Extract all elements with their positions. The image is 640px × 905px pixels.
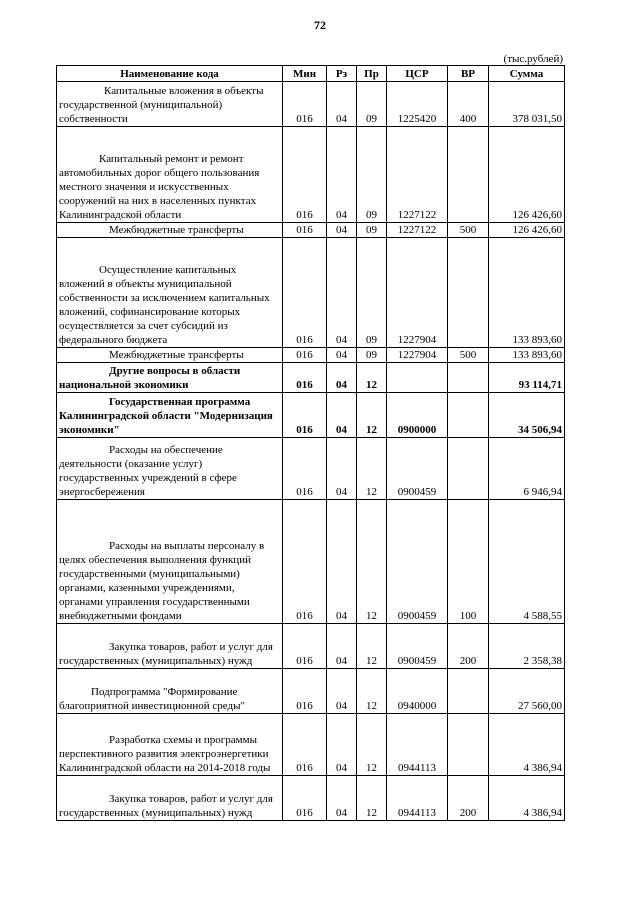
row-rz: 04 xyxy=(327,238,357,348)
row-pr: 09 xyxy=(357,82,387,127)
row-sum: 126 426,60 xyxy=(489,127,565,223)
row-pr: 09 xyxy=(357,348,387,363)
row-sum: 2 358,38 xyxy=(489,624,565,669)
units-label: (тыс.рублей) xyxy=(503,53,563,65)
row-min: 016 xyxy=(283,238,327,348)
row-sum: 133 893,60 xyxy=(489,238,565,348)
row-min: 016 xyxy=(283,363,327,393)
row-min: 016 xyxy=(283,348,327,363)
row-pr: 12 xyxy=(357,714,387,776)
row-name: Осуществление капитальных вложений в объекты муниципальной собственности за исключением капитальных вложений, софинансирование которых осуществляется за счет субсидий из федерального бюджета xyxy=(57,238,283,348)
row-sum: 4 588,55 xyxy=(489,500,565,624)
row-name: Капитальный ремонт и ремонт автомобильных дорог общего пользования местного значения и искусственных сооружений на них в населенных пунктах Калининградской области xyxy=(57,127,283,223)
row-csr: 0944113 xyxy=(387,776,448,821)
table-row xyxy=(57,238,565,348)
row-name: Закупка товаров, работ и услуг для государственных (муниципальных) нужд xyxy=(57,776,283,821)
table-row xyxy=(57,393,565,438)
row-min: 016 xyxy=(283,438,327,500)
row-vr xyxy=(448,127,489,223)
row-vr xyxy=(448,714,489,776)
row-csr: 0900459 xyxy=(387,438,448,500)
row-sum: 93 114,71 xyxy=(489,363,565,393)
row-rz: 04 xyxy=(327,438,357,500)
row-sum: 133 893,60 xyxy=(489,348,565,363)
row-rz: 04 xyxy=(327,393,357,438)
row-min: 016 xyxy=(283,82,327,127)
table-row xyxy=(57,714,565,776)
row-min: 016 xyxy=(283,776,327,821)
row-rz: 04 xyxy=(327,714,357,776)
row-pr: 09 xyxy=(357,238,387,348)
row-min: 016 xyxy=(283,714,327,776)
row-name: Подпрограмма "Формирование благоприятной инвестиционной среды" xyxy=(57,669,283,714)
row-vr: 200 xyxy=(448,776,489,821)
row-pr: 12 xyxy=(357,669,387,714)
table-row xyxy=(57,363,565,393)
budget-table xyxy=(56,65,565,821)
header-name: Наименование кода xyxy=(57,66,283,82)
row-rz: 04 xyxy=(327,82,357,127)
row-min: 016 xyxy=(283,223,327,238)
table-row xyxy=(57,669,565,714)
row-csr: 1227904 xyxy=(387,238,448,348)
table-header-row xyxy=(57,66,565,82)
row-name: Расходы на выплаты персоналу в целях обеспечения выполнения функций государственными (муниципальными) органами, казенными учреждениями, органами управления государственными внебюджетными фондами xyxy=(57,500,283,624)
table-row xyxy=(57,223,565,238)
row-sum: 378 031,50 xyxy=(489,82,565,127)
row-pr: 09 xyxy=(357,223,387,238)
row-vr: 400 xyxy=(448,82,489,127)
row-name: Расходы на обеспечение деятельности (оказание услуг) государственных учреждений в сфере энергосбережения xyxy=(57,438,283,500)
row-vr xyxy=(448,438,489,500)
row-sum: 34 506,94 xyxy=(489,393,565,438)
row-pr: 12 xyxy=(357,438,387,500)
row-pr: 12 xyxy=(357,624,387,669)
row-sum: 6 946,94 xyxy=(489,438,565,500)
row-pr: 12 xyxy=(357,500,387,624)
row-rz: 04 xyxy=(327,127,357,223)
row-sum: 27 560,00 xyxy=(489,669,565,714)
row-min: 016 xyxy=(283,393,327,438)
table-row xyxy=(57,776,565,821)
row-rz: 04 xyxy=(327,500,357,624)
row-sum: 4 386,94 xyxy=(489,776,565,821)
row-min: 016 xyxy=(283,127,327,223)
row-rz: 04 xyxy=(327,669,357,714)
row-sum: 126 426,60 xyxy=(489,223,565,238)
table-row xyxy=(57,82,565,127)
header-sum: Сумма xyxy=(489,66,565,82)
row-csr: 0900459 xyxy=(387,624,448,669)
row-pr: 12 xyxy=(357,393,387,438)
row-rz: 04 xyxy=(327,223,357,238)
header-csr: ЦСР xyxy=(387,66,448,82)
row-vr xyxy=(448,363,489,393)
row-csr: 1227122 xyxy=(387,127,448,223)
row-name: Государственная программа Калининградской области "Модернизация экономики" xyxy=(57,393,283,438)
table-row xyxy=(57,348,565,363)
row-vr: 100 xyxy=(448,500,489,624)
row-csr: 1227904 xyxy=(387,348,448,363)
row-min: 016 xyxy=(283,500,327,624)
header-min: Мин xyxy=(283,66,327,82)
row-vr: 200 xyxy=(448,624,489,669)
row-vr xyxy=(448,393,489,438)
row-rz: 04 xyxy=(327,624,357,669)
table-row xyxy=(57,624,565,669)
page-number: 72 xyxy=(314,18,326,32)
row-name: Межбюджетные трансферты xyxy=(57,348,283,363)
row-csr: 1227122 xyxy=(387,223,448,238)
row-csr: 0900459 xyxy=(387,500,448,624)
table-row xyxy=(57,127,565,223)
row-name: Капитальные вложения в объекты государственной (муниципальной) собственности xyxy=(57,82,283,127)
table-row xyxy=(57,500,565,624)
row-csr: 0944113 xyxy=(387,714,448,776)
header-pr: Пр xyxy=(357,66,387,82)
row-csr: 0940000 xyxy=(387,669,448,714)
row-name: Другие вопросы в области национальной экономики xyxy=(57,363,283,393)
row-sum: 4 386,94 xyxy=(489,714,565,776)
row-pr: 12 xyxy=(357,776,387,821)
row-csr: 1225420 xyxy=(387,82,448,127)
header-rz: Рз xyxy=(327,66,357,82)
row-csr: 0900000 xyxy=(387,393,448,438)
row-name: Межбюджетные трансферты xyxy=(57,223,283,238)
row-vr xyxy=(448,238,489,348)
row-vr: 500 xyxy=(448,223,489,238)
row-rz: 04 xyxy=(327,776,357,821)
row-min: 016 xyxy=(283,624,327,669)
row-pr: 12 xyxy=(357,363,387,393)
row-min: 016 xyxy=(283,669,327,714)
row-vr xyxy=(448,669,489,714)
row-csr xyxy=(387,363,448,393)
header-vr: ВР xyxy=(448,66,489,82)
row-name: Закупка товаров, работ и услуг для государственных (муниципальных) нужд xyxy=(57,624,283,669)
row-pr: 09 xyxy=(357,127,387,223)
row-vr: 500 xyxy=(448,348,489,363)
row-rz: 04 xyxy=(327,363,357,393)
table-row xyxy=(57,438,565,500)
row-name: Разработка схемы и программы перспективного развития электроэнергетики Калининградской области на 2014-2018 годы xyxy=(57,714,283,776)
row-rz: 04 xyxy=(327,348,357,363)
